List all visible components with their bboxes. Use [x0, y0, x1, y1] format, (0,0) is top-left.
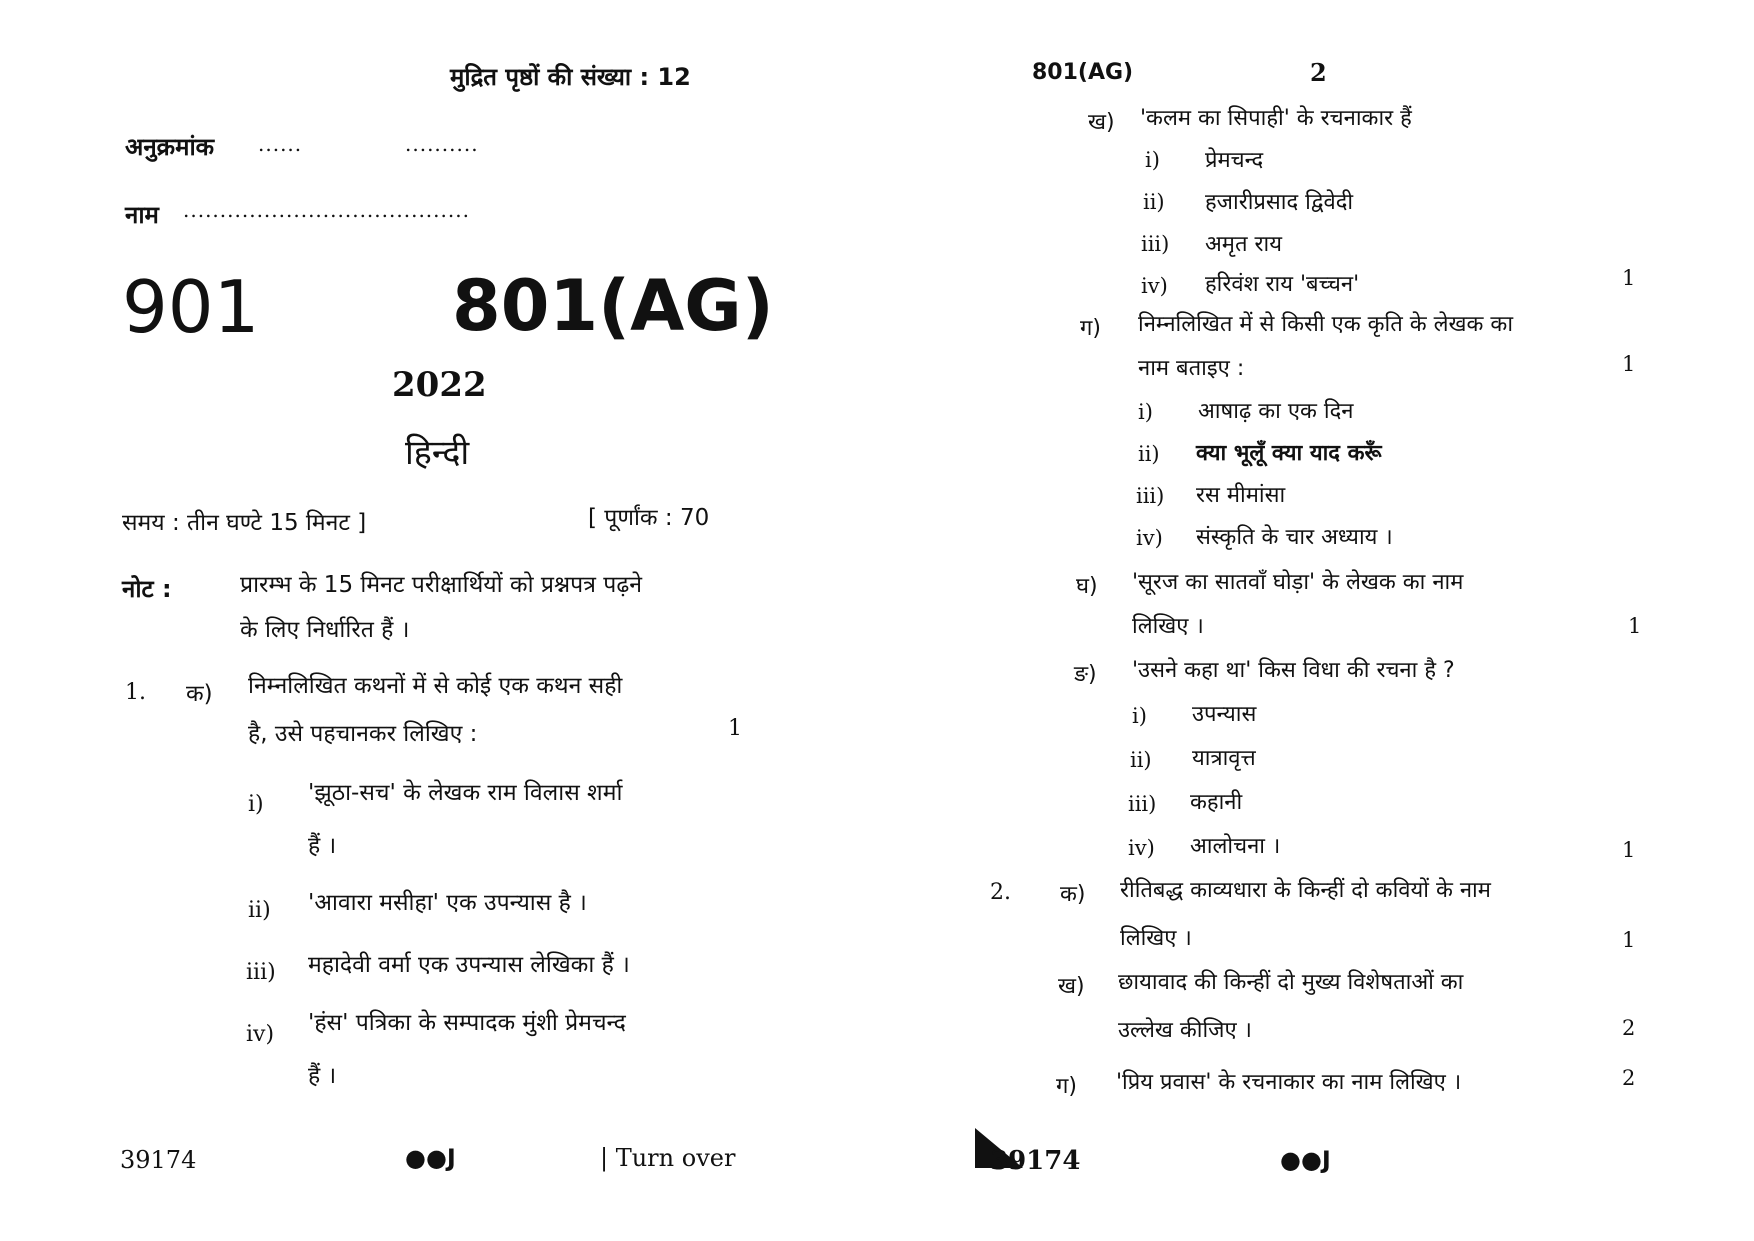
option-number: iii) — [1128, 792, 1157, 816]
option-number: ii) — [1143, 190, 1165, 214]
paper-code-801ag: 801(AG) — [452, 265, 774, 347]
question-marks: 2 — [1622, 1016, 1636, 1040]
roll-number-label: अनुक्रमांक — [125, 133, 215, 161]
question-label: क) — [1060, 882, 1086, 907]
option-text: कहानी — [1190, 790, 1243, 815]
option-text: 'झूठा-सच' के लेखक राम विलास शर्मा — [308, 780, 623, 806]
footer-paper-code: 39174 — [990, 1146, 1081, 1176]
question-label: ख) — [1088, 110, 1115, 135]
printed-pages-count: मुद्रित पृष्ठों की संख्या : 12 — [450, 63, 691, 91]
question-label: घ) — [1076, 574, 1098, 599]
question-marks: 1 — [1622, 266, 1636, 290]
question-marks: 1 — [1622, 838, 1636, 862]
option-text: प्रेमचन्द — [1205, 148, 1264, 173]
question-2-number: 2. — [990, 880, 1011, 905]
right-page — [870, 0, 1754, 1241]
option-text: हरिवंश राय 'बच्चन' — [1205, 272, 1360, 297]
footer-mark: ●●J — [1280, 1146, 1331, 1174]
question-label: ख) — [1058, 974, 1085, 999]
option-text: संस्कृति के चार अध्याय । — [1196, 525, 1393, 550]
option-number: ii) — [1138, 442, 1160, 466]
question-text-cont: नाम बताइए : — [1138, 356, 1245, 381]
turn-over-label: | Turn over — [600, 1144, 736, 1172]
question-text-cont: लिखिए । — [1132, 614, 1204, 639]
question-1a-marks: 1 — [728, 716, 742, 741]
option-text: क्या भूलूँ क्या याद करूँ — [1196, 441, 1382, 466]
question-text: 'उसने कहा था' किस विधा की रचना है ? — [1132, 658, 1455, 683]
question-text: 'प्रिय प्रवास' के रचनाकार का नाम लिखिए । — [1116, 1070, 1462, 1095]
question-label: ग) — [1056, 1074, 1077, 1099]
header-paper-code: 801(AG) — [1032, 60, 1134, 85]
question-marks: 1 — [1628, 614, 1642, 638]
option-text: उपन्यास — [1192, 702, 1257, 727]
name-label: नाम — [125, 201, 159, 229]
option-number: iv) — [1136, 526, 1163, 550]
option-text-cont: हैं । — [308, 1063, 337, 1089]
question-marks: 1 — [1622, 352, 1636, 376]
option-number: ii) — [1130, 748, 1152, 772]
option-number: ii) — [248, 898, 271, 923]
option-number: iii) — [246, 960, 276, 985]
question-text: निम्नलिखित में से किसी एक कृति के लेखक का — [1138, 312, 1514, 337]
option-number: i) — [1132, 704, 1147, 728]
option-number: iv) — [246, 1022, 275, 1047]
question-text: छायावाद की किन्हीं दो मुख्य विशेषताओं का — [1118, 970, 1464, 995]
name-dots: ....................................... — [183, 198, 470, 222]
option-number: i) — [1145, 148, 1160, 172]
question-text-cont: लिखिए । — [1120, 926, 1192, 951]
option-text: महादेवी वर्मा एक उपन्यास लेखिका हैं । — [308, 952, 630, 978]
footer-paper-code: 39174 — [120, 1146, 197, 1174]
full-marks: [ पूर्णांक : 70 — [588, 505, 710, 531]
left-page — [0, 0, 870, 1241]
paper-code-901: 901 — [122, 265, 260, 349]
question-1a-line-1: निम्नलिखित कथनों में से कोई एक कथन सही — [248, 673, 623, 699]
option-text: हजारीप्रसाद द्विवेदी — [1205, 190, 1354, 215]
option-number: iv) — [1128, 836, 1155, 860]
question-label: ङ) — [1074, 662, 1097, 687]
note-label: नोट : — [122, 575, 172, 603]
option-text: 'आवारा मसीहा' एक उपन्यास है । — [308, 890, 587, 916]
exam-year: 2022 — [392, 365, 487, 405]
footer-mark: ●●J — [405, 1144, 456, 1172]
option-text: आलोचना । — [1190, 834, 1281, 859]
question-label: ग) — [1080, 316, 1101, 341]
option-number: iii) — [1136, 484, 1165, 508]
time-allowed: समय : तीन घण्टे 15 मिनट ] — [122, 510, 367, 536]
option-number: iv) — [1141, 274, 1168, 298]
question-text: 'कलम का सिपाही' के रचनाकार हैं — [1140, 106, 1412, 131]
page-number: 2 — [1310, 58, 1327, 87]
subject-title: हिन्दी — [405, 433, 470, 473]
option-number: i) — [1138, 400, 1153, 424]
question-1a-line-2: है, उसे पहचानकर लिखिए : — [248, 721, 478, 747]
option-text: 'हंस' पत्रिका के सम्पादक मुंशी प्रेमचन्द — [308, 1010, 626, 1036]
option-text: यात्रावृत्त — [1192, 746, 1256, 771]
question-marks: 2 — [1622, 1066, 1636, 1090]
option-text: आषाढ़ का एक दिन — [1198, 399, 1354, 424]
note-line-1: प्रारम्भ के 15 मिनट परीक्षार्थियों को प्रश्नपत्र पढ़ने — [240, 572, 643, 598]
option-number: i) — [248, 792, 264, 817]
question-marks: 1 — [1622, 928, 1636, 952]
question-1-number: 1. — [125, 680, 146, 705]
question-text: रीतिबद्ध काव्यधारा के किन्हीं दो कवियों के नाम — [1120, 878, 1491, 903]
option-text: अमृत राय — [1205, 232, 1282, 257]
roll-number-dots-1: ...... — [258, 132, 303, 156]
question-1a-label: क) — [186, 681, 213, 707]
question-text: 'सूरज का सातवाँ घोड़ा' के लेखक का नाम — [1132, 570, 1464, 595]
note-line-2: के लिए निर्धारित हैं । — [240, 617, 410, 643]
option-text-cont: हैं । — [308, 833, 337, 859]
option-text: रस मीमांसा — [1196, 483, 1286, 508]
roll-number-dots-2: .......... — [405, 132, 479, 156]
option-number: iii) — [1141, 232, 1170, 256]
question-text-cont: उल्लेख कीजिए । — [1118, 1018, 1252, 1043]
